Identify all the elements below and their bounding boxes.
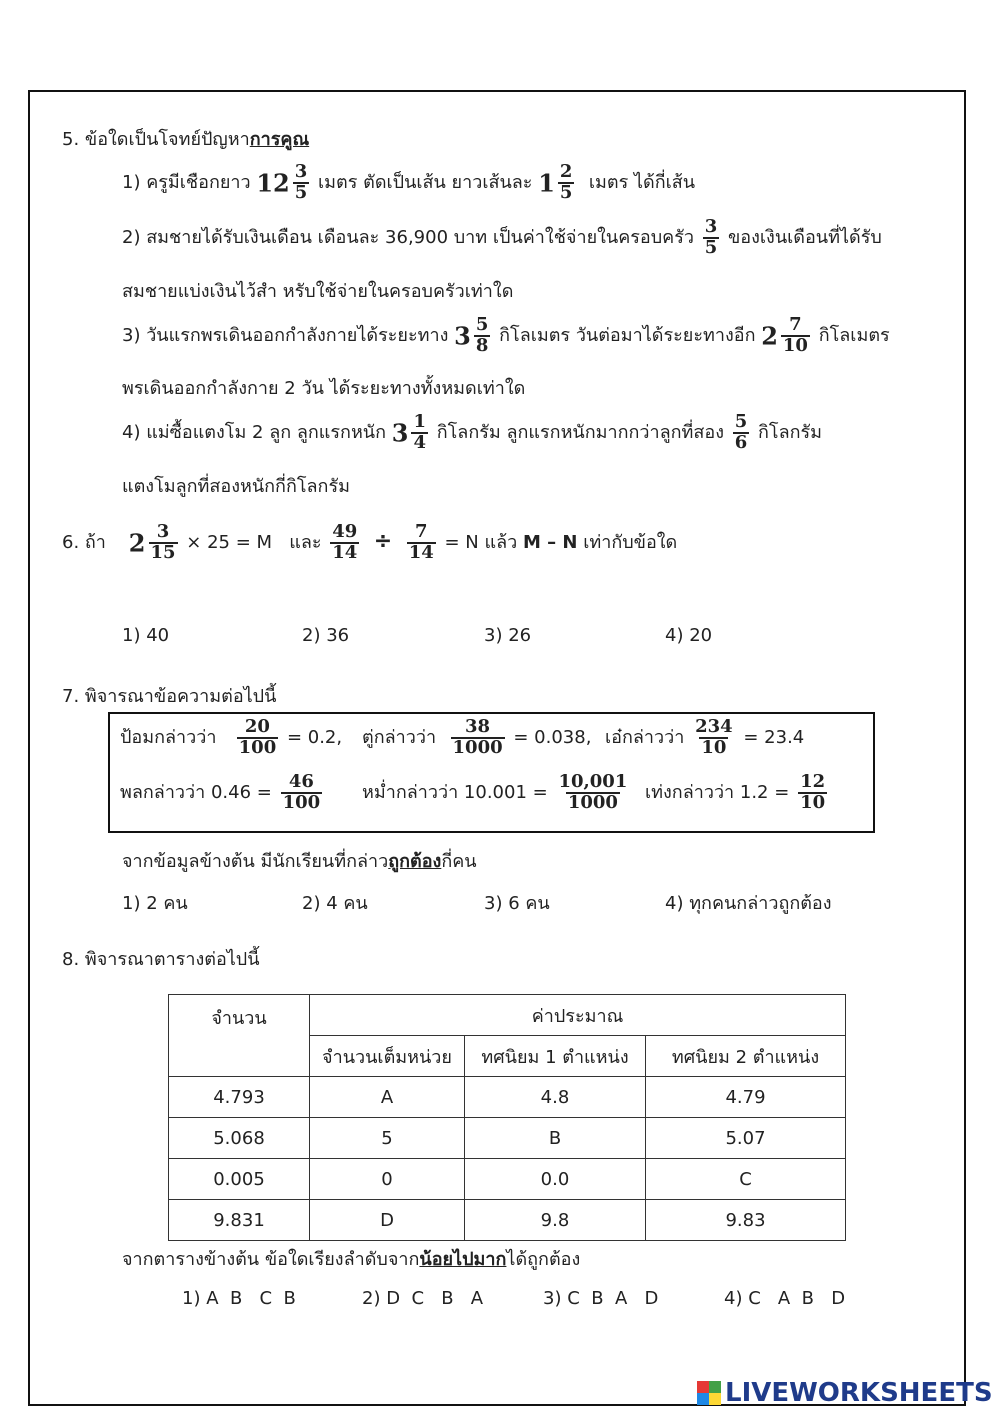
q8-ask-b: ได้ถูกต้อง	[506, 1249, 581, 1270]
q7-ask-b: กี่คน	[441, 851, 477, 872]
table-cell: D	[310, 1200, 465, 1241]
denominator: 100	[282, 791, 321, 813]
table-cell: 9.831	[169, 1200, 310, 1241]
logo-text: LIVEWORKSHEETS	[725, 1378, 993, 1408]
numerator: 1	[413, 411, 426, 432]
denominator: 5	[559, 181, 573, 203]
q5-o4-text-b: กิโลกรัม ลูกแรกหนักมากกว่าลูกที่สอง	[436, 421, 724, 443]
table-cell: A	[310, 1077, 465, 1118]
logo-block	[709, 1393, 721, 1405]
numerator: 234	[695, 716, 733, 737]
q6-mid-1: × 25 = M	[186, 531, 273, 553]
q8-choice-2[interactable]: 2) D C B A	[362, 1288, 484, 1309]
q7-s5-fraction	[556, 773, 629, 813]
numerator: 20	[244, 716, 270, 737]
q5-o2-text-b: ของเงินเดือนที่ได้รับ	[727, 226, 882, 248]
table-cell: 9.8	[465, 1200, 646, 1241]
q5-o3-fraction-2	[781, 316, 810, 356]
q6-mid-2: = N แล้ว	[444, 531, 518, 553]
numerator: 2	[559, 161, 573, 182]
q7-ask-underlined: ถูกต้อง	[388, 851, 442, 872]
numerator: 3	[294, 161, 308, 182]
denominator: 10	[800, 791, 826, 813]
q7-statement-1	[120, 718, 342, 758]
table-cell: 0.0	[465, 1159, 646, 1200]
q5-o3-line-2: พรเดินออกกำลังกาย 2 วัน ได้ระยะทางทั้งหมดเท่าใด	[122, 378, 526, 399]
q6-statement	[62, 523, 677, 563]
q5-o2-line-2: สมชายแบ่งเงินไว้สำ หรับใช้จ่ายในครอบครัวเท่าใด	[122, 281, 514, 302]
table-cell: 5	[310, 1118, 465, 1159]
q7-s3-fraction	[693, 718, 735, 758]
q7-s3-equals: = 23.4	[743, 726, 805, 748]
q5-o3-text-a: 3) วันแรกพรเดินออกกำลังกายได้ระยะทาง	[122, 324, 449, 346]
q6-and: และ	[289, 531, 322, 553]
header-1-decimal: ทศนิยม 1 ตำแหน่ง	[465, 1036, 646, 1077]
denominator: 10	[782, 334, 808, 356]
logo-block	[697, 1393, 709, 1405]
q5-option-4[interactable]	[122, 413, 822, 453]
q5-o4-whole-1: 3	[391, 418, 409, 448]
numerator: 49	[332, 521, 358, 542]
q7-s6-fraction	[798, 773, 827, 813]
q7-s1-label: ป้อมกล่าวว่า	[120, 726, 217, 748]
header-2-decimal: ทศนิยม 2 ตำแหน่ง	[646, 1036, 846, 1077]
q7-s2-label: ตู่กล่าวว่า	[362, 726, 437, 748]
numerator: 3	[704, 216, 718, 237]
q7-s3-label: เอ๋กล่าวว่า	[605, 726, 685, 748]
q5-o4-line-2: แตงโมลูกที่สองหนักกี่กิโลกรัม	[122, 476, 350, 497]
table-cell: 4.8	[465, 1077, 646, 1118]
table-cell: 4.79	[646, 1077, 846, 1118]
q7-question	[122, 846, 477, 875]
q7-s5-label: หม่ำกล่าวว่า 10.001 =	[362, 781, 548, 803]
q6-whole: 2	[128, 528, 146, 558]
q8-title: 8. พิจารณาตารางต่อไปนี้	[62, 949, 260, 970]
q6-fraction-1	[149, 523, 178, 563]
q7-statement-6	[645, 773, 830, 813]
denominator: 1000	[452, 736, 503, 758]
q5-o3-whole-2: 2	[761, 321, 778, 351]
q5-o1-text-c: เมตร ได้กี่เส้น	[588, 171, 696, 193]
numerator: 3	[156, 521, 170, 542]
q7-s4-label: พลกล่าวว่า 0.46 =	[120, 781, 272, 803]
denominator: 6	[734, 431, 748, 453]
table-row	[169, 1077, 846, 1118]
header-number: จำนวน	[169, 995, 310, 1077]
q5-option-1[interactable]	[122, 163, 695, 203]
q5-o1-whole-1: 12	[256, 168, 290, 198]
q7-s1-equals: = 0.2,	[286, 726, 343, 748]
q7-s2-equals: = 0.038,	[513, 726, 592, 748]
q5-title-text: 5. ข้อใดเป็นโจทย์ปัญหา	[62, 129, 250, 150]
table-row	[169, 1118, 846, 1159]
denominator: 10	[701, 736, 727, 758]
q8-question	[122, 1244, 580, 1273]
q8-choice-3[interactable]: 3) C B A D	[543, 1288, 659, 1309]
table-row	[169, 1200, 846, 1241]
q8-choice-1[interactable]: 1) A B C B	[182, 1288, 296, 1309]
q7-statement-5	[362, 773, 632, 813]
numerator: 7	[789, 314, 802, 335]
divide-sign: ÷	[373, 528, 393, 554]
numerator: 12	[800, 771, 826, 792]
q8-choice-4[interactable]: 4) C A B D	[724, 1288, 846, 1309]
numerator: 7	[414, 521, 428, 542]
q7-s6-label: เท่งกล่าวว่า 1.2 =	[645, 781, 790, 803]
q6-choice-4[interactable]: 4) 20	[665, 625, 713, 646]
q7-s2-fraction	[451, 718, 505, 758]
table-cell: 5.068	[169, 1118, 310, 1159]
q5-o1-whole-2: 1	[538, 168, 555, 198]
logo-blocks-icon	[697, 1381, 721, 1405]
q5-title	[62, 124, 309, 153]
denominator: 5	[704, 236, 718, 258]
q7-title: 7. พิจารณาข้อความต่อไปนี้	[62, 686, 277, 707]
q8-ask-underlined: น้อยไปมาก	[419, 1249, 507, 1270]
table-cell: B	[465, 1118, 646, 1159]
q7-statement-4	[120, 773, 325, 813]
table-row	[169, 1159, 846, 1200]
q5-o3-text-c: กิโลเมตร	[818, 324, 890, 346]
table-cell: 5.07	[646, 1118, 846, 1159]
q6-tail: เท่ากับข้อใด	[583, 531, 678, 553]
q5-o2-text-a: 2) สมชายได้รับเงินเดือน เดือนละ 36,900 บาท เป็นค่าใช้จ่ายในครอบครัว	[122, 226, 694, 248]
table-cell: 0.005	[169, 1159, 310, 1200]
q5-o3-text-b: กิโลเมตร วันต่อมาได้ระยะทางอีก	[499, 324, 756, 346]
q5-o4-text-c: กิโลกรัม	[758, 421, 823, 443]
table-cell: C	[646, 1159, 846, 1200]
q6-choice-2[interactable]: 2) 36	[302, 625, 350, 646]
table-header-row	[169, 995, 846, 1036]
q7-s4-fraction	[281, 773, 323, 813]
q5-o1-text-a: 1) ครูมีเชือกยาว	[122, 171, 251, 193]
q7-statement-2	[362, 718, 591, 758]
denominator: 1000	[567, 791, 618, 813]
q7-choice-3[interactable]: 3) 6 คน	[484, 893, 550, 914]
denominator: 14	[332, 541, 358, 563]
numerator: 38	[465, 716, 491, 737]
q5-o4-text-a: 4) แม่ซื้อแตงโม 2 ลูก ลูกแรกหนัก	[122, 421, 387, 443]
denominator: 100	[238, 736, 277, 758]
header-approx: ค่าประมาณ	[310, 995, 846, 1036]
logo-block	[697, 1381, 709, 1393]
q8-ask-a: จากตารางข้างต้น ข้อใดเรียงลำดับจาก	[122, 1249, 420, 1270]
q5-o1-text-b: เมตร ตัดเป็นเส้น ยาวเส้นละ	[318, 171, 533, 193]
q5-o4-fraction-1	[411, 413, 428, 453]
q5-title-underlined: การคูณ	[249, 129, 310, 150]
numerator: 5	[475, 314, 489, 335]
q6-lead: 6. ถ้า	[62, 531, 106, 553]
denominator: 4	[413, 431, 426, 453]
q8-table	[168, 994, 846, 1241]
numerator: 46	[288, 771, 314, 792]
denominator: 5	[294, 181, 308, 203]
liveworksheets-logo	[697, 1378, 993, 1408]
q6-expression: M – N	[522, 531, 578, 553]
q5-o3-whole-1: 3	[454, 321, 471, 351]
q5-o1-fraction-1	[293, 163, 310, 203]
numerator: 10,001	[558, 771, 628, 792]
logo-block	[709, 1381, 721, 1393]
q5-o4-fraction-2	[733, 413, 750, 453]
q5-o2-fraction	[703, 218, 720, 258]
q5-option-2[interactable]	[122, 218, 882, 258]
denominator: 14	[408, 541, 434, 563]
table-cell: 0	[310, 1159, 465, 1200]
table-cell: 9.83	[646, 1200, 846, 1241]
q6-fraction-2	[330, 523, 359, 563]
q7-ask-a: จากข้อมูลข้างต้น มีนักเรียนที่กล่าว	[122, 851, 389, 872]
denominator: 15	[150, 541, 176, 563]
q7-s1-fraction	[237, 718, 279, 758]
q6-choice-3[interactable]: 3) 26	[484, 625, 532, 646]
q5-o3-fraction-1	[474, 316, 491, 356]
q5-o1-fraction-2	[558, 163, 575, 203]
q7-statement-3	[605, 718, 804, 758]
denominator: 8	[475, 334, 489, 356]
q6-fraction-3	[407, 523, 436, 563]
numerator: 5	[734, 411, 748, 432]
table-cell: 4.793	[169, 1077, 310, 1118]
q6-choice-1[interactable]: 1) 40	[122, 625, 170, 646]
q7-choice-1[interactable]: 1) 2 คน	[122, 893, 188, 914]
q5-option-3[interactable]	[122, 316, 890, 356]
q7-choice-2[interactable]: 2) 4 คน	[302, 893, 368, 914]
header-integer: จำนวนเต็มหน่วย	[310, 1036, 465, 1077]
q7-choice-4[interactable]: 4) ทุกคนกล่าวถูกต้อง	[665, 893, 832, 914]
